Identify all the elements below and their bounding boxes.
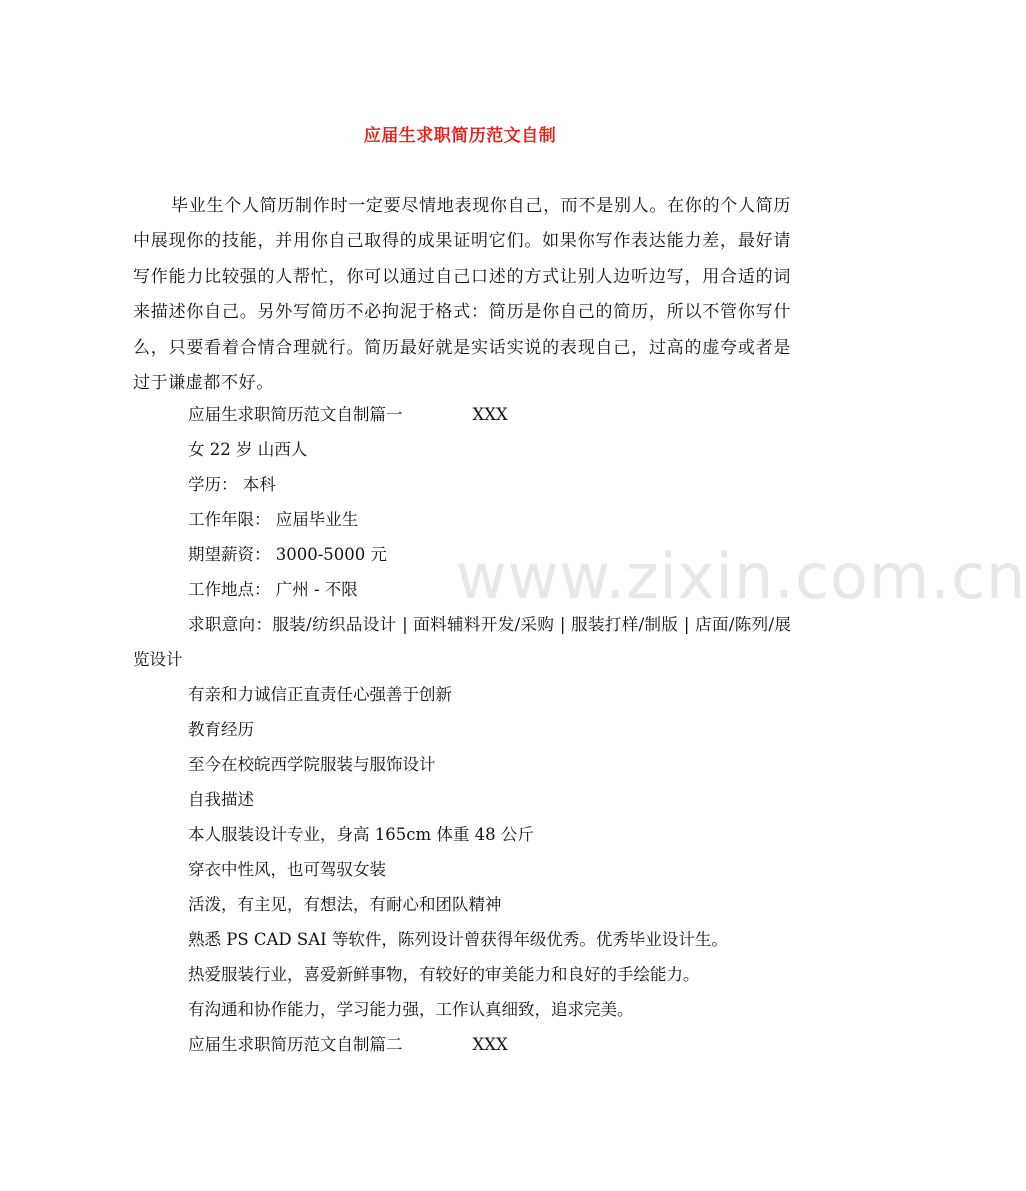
self-description-line: 本人服装设计专业，身高 165cm 体重 48 公斤 — [188, 825, 534, 844]
location-line: 工作地点： 广州 - 不限 — [188, 580, 358, 599]
candidate-name: XXX — [472, 1035, 508, 1054]
profile-line: 女 22 岁 山西人 — [188, 440, 308, 459]
self-description-line: 活泼，有主见，有想法，有耐心和团队精神 — [188, 895, 502, 914]
candidate-name: XXX — [472, 405, 508, 424]
salary-line: 期望薪资： 3000-5000 元 — [188, 545, 388, 564]
education-detail: 至今在校皖西学院服装与服饰设计 — [188, 755, 436, 774]
self-description-line: 熟悉 PS CAD SAI 等软件，陈列设计曾获得年级优秀。优秀毕业设计生。 — [188, 930, 728, 949]
education-heading: 教育经历 — [188, 720, 254, 739]
resume-body — [133, 397, 791, 1062]
self-description-line: 有沟通和协作能力，学习能力强，工作认真细致，追求完美。 — [188, 1000, 634, 1019]
education-level-line: 学历： 本科 — [188, 475, 276, 494]
job-intention-line: 求职意向：服装/纺织品设计 | 面料辅料开发/采购 | 服装打样/制版 | 店面/陈列/展览设计 — [133, 615, 791, 669]
traits-line: 有亲和力诚信正直责任心强善于创新 — [188, 685, 452, 704]
self-description-line: 热爱服装行业，喜爱新鲜事物，有较好的审美能力和良好的手绘能力。 — [188, 965, 700, 984]
section-title: 应届生求职简历范文自制篇二 — [188, 1035, 403, 1054]
section-title: 应届生求职简历范文自制篇一 — [188, 405, 403, 424]
section-heading-2 — [133, 1027, 791, 1062]
document-title: 应届生求职简历范文自制 — [363, 126, 557, 146]
self-description-heading: 自我描述 — [188, 790, 254, 809]
work-years-line: 工作年限： 应届毕业生 — [188, 510, 359, 529]
self-description-line: 穿衣中性风，也可驾驭女装 — [188, 860, 386, 879]
watermark: www.zixin.com.cn — [456, 540, 1026, 613]
section-heading-1 — [133, 397, 791, 432]
intro-paragraph: 毕业生个人简历制作时一定要尽情地表现你自己，而不是别人。在你的个人简历中展现你的技能，并用你自己取得的成果证明它们。如果你写作表达能力差，最好请写作能力比较强的人帮忙，你可以通过自己口述的方式让别人边听边写，用合适的词来描述你自己。另外写简历不必拘泥于格式：简历是你自己的简历，所以不管你写什么，只要看着合情合理就行。简历最好就是实话实说的表现自己，过高的虚夸或者是过于谦虚都不好。 — [133, 196, 791, 394]
